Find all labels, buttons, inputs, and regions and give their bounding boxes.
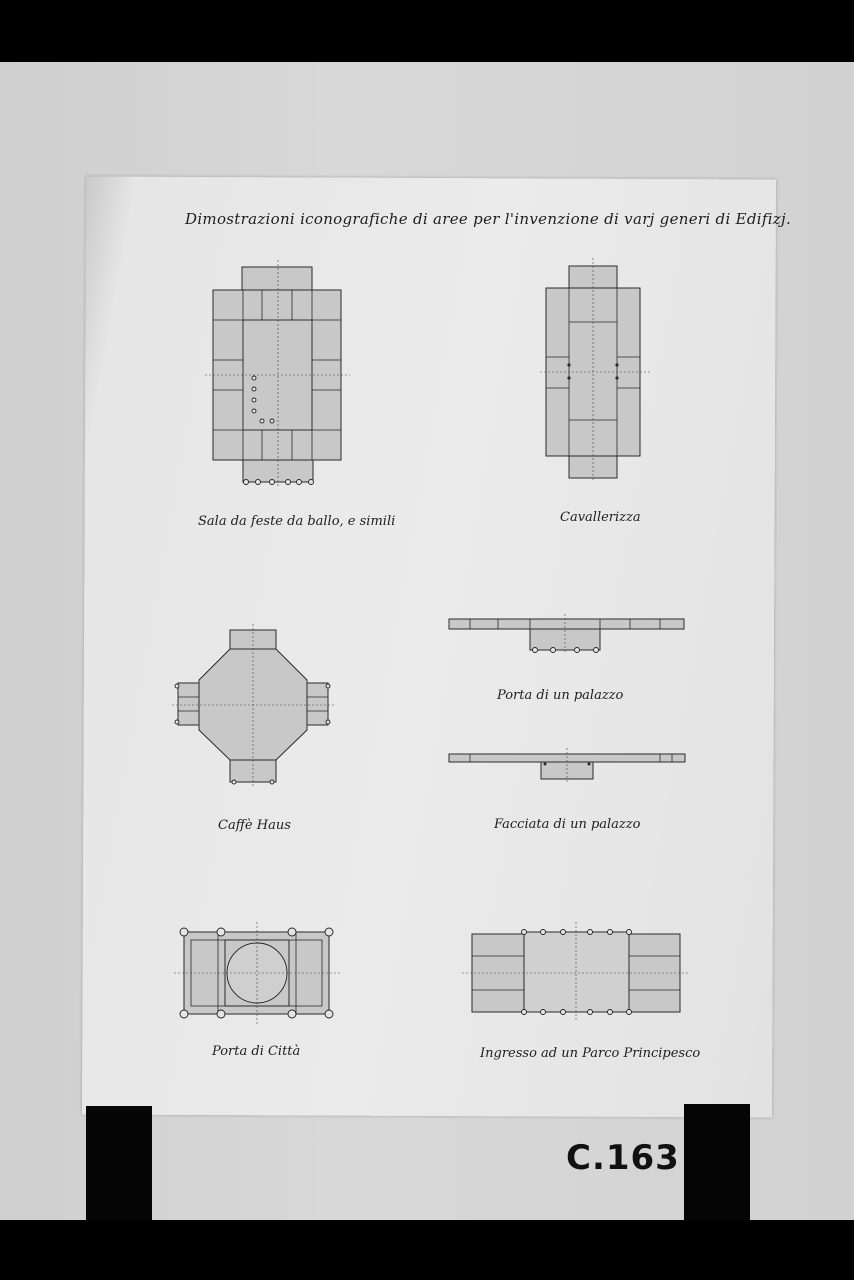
archive-reference-label: C.163 xyxy=(566,1138,680,1178)
plan-palace-gate xyxy=(449,614,684,654)
plan-ballroom xyxy=(205,260,350,486)
plan-park-entrance xyxy=(462,922,690,1020)
caption-city-gate: Porta di Città xyxy=(212,1044,301,1059)
plan-riding-hall xyxy=(540,258,650,482)
plan-city-gate xyxy=(174,922,340,1024)
caption-palace-facade: Facciata di un palazzo xyxy=(494,817,641,832)
caption-park-entrance: Ingresso ad un Parco Principesco xyxy=(480,1046,701,1061)
plan-palace-facade xyxy=(449,748,685,782)
caption-coffee-house: Caffè Haus xyxy=(218,818,291,833)
caption-riding-hall: Cavallerizza xyxy=(560,510,641,525)
sheet-title: Dimostrazioni iconografiche di aree per l'invenzione di varj generi di Edifizj. xyxy=(185,210,792,228)
caption-ballroom: Sala da feste da ballo, e simili xyxy=(198,514,396,529)
plan-coffee-house xyxy=(172,624,336,786)
right-clamp xyxy=(684,1104,750,1220)
caption-palace-gate: Porta di un palazzo xyxy=(497,688,624,703)
left-clamp xyxy=(86,1106,152,1220)
